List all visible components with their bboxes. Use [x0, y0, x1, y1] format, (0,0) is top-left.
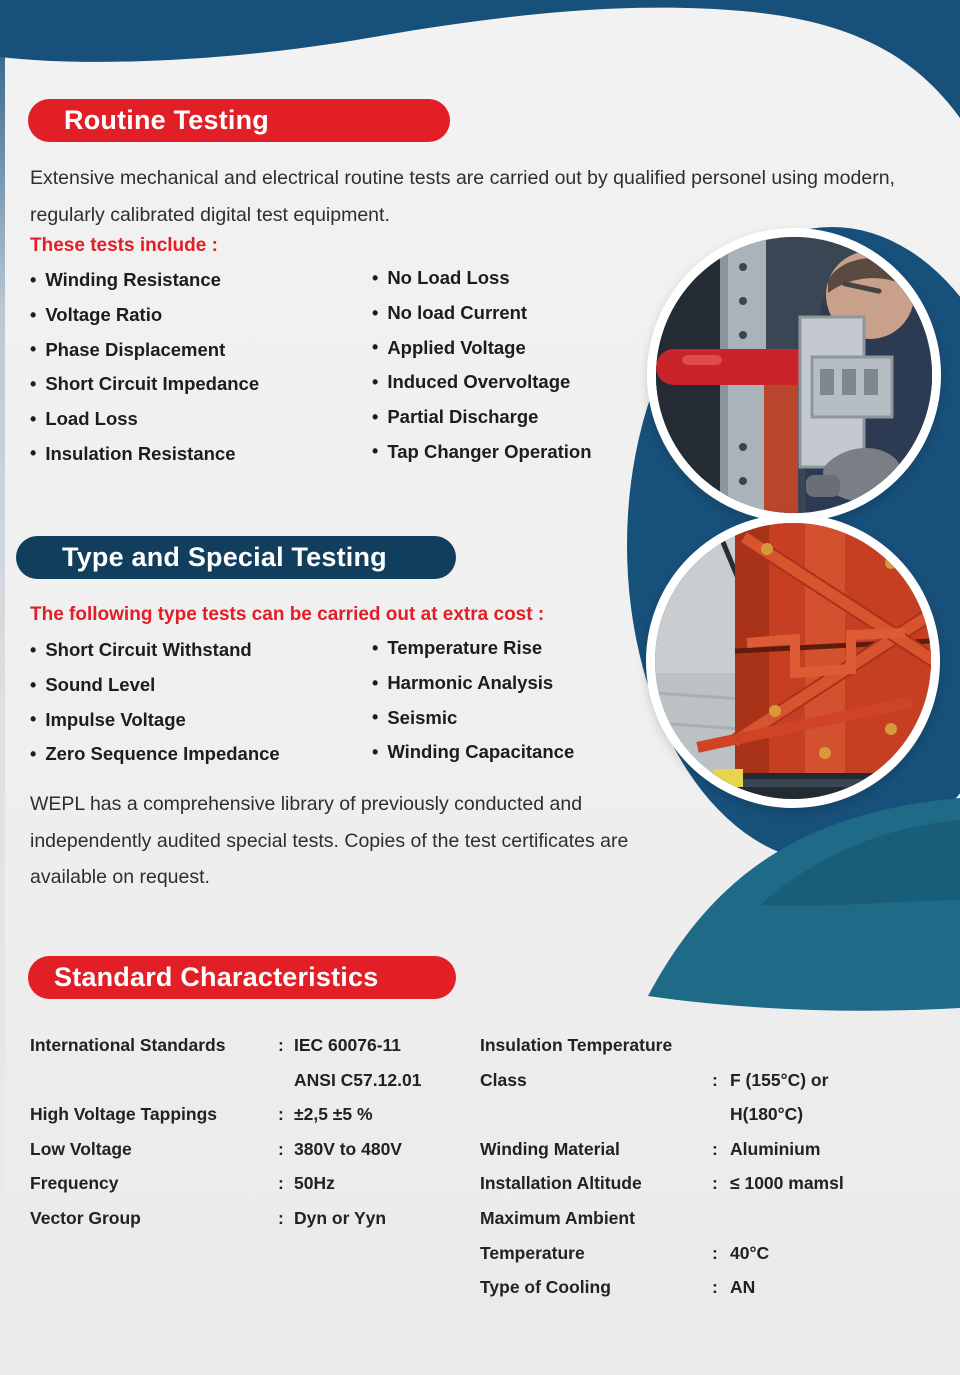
list-item — [30, 298, 259, 333]
bullet-icon: • — [30, 743, 37, 764]
spec-value: AN — [730, 1277, 756, 1298]
list-item — [372, 296, 592, 331]
spec-value: 50Hz — [294, 1173, 335, 1194]
spec-value: IEC 60076-11 — [294, 1035, 402, 1055]
list-item — [30, 332, 259, 367]
spec-label — [30, 1063, 278, 1098]
spec-value — [730, 1028, 960, 1063]
type-special-testing-heading — [16, 536, 456, 579]
spec-colon: : — [712, 1277, 718, 1298]
spec-value: 40°C — [730, 1242, 770, 1263]
list-item-label: Induced Overvoltage — [387, 371, 571, 393]
list-item-label: Partial Discharge — [387, 406, 539, 428]
spec-label: Temperature — [480, 1242, 585, 1263]
left-edge-accent — [0, 48, 5, 1238]
bullet-icon: • — [30, 674, 37, 695]
bullet-icon: • — [372, 441, 379, 462]
bullet-icon: • — [30, 709, 37, 730]
routine-intro-paragraph: Extensive mechanical and electrical routine tests are carried out by qualified personel using modern, regularly calibrated digital test equipment. — [30, 167, 895, 226]
spec-value: ±2,5 ±5 % — [294, 1104, 373, 1125]
bullet-icon: • — [372, 267, 379, 288]
spec-colon: : — [278, 1035, 284, 1055]
spec-value: F (155°C) or — [730, 1069, 829, 1090]
bullet-icon: • — [30, 443, 37, 464]
routine-testing-heading — [28, 99, 450, 142]
list-item — [30, 668, 280, 703]
type-special-lead-text: The following type tests can be carried out at extra cost : — [30, 604, 545, 625]
spec-label: Maximum Ambient — [480, 1207, 635, 1228]
spec-table-left — [30, 1028, 494, 1236]
spec-colon: : — [278, 1138, 284, 1159]
list-item — [30, 702, 280, 737]
list-item-label: Winding Resistance — [45, 269, 221, 291]
spec-value: ANSI C57.12.01 — [294, 1069, 422, 1090]
list-item-label: Winding Capacitance — [387, 741, 575, 763]
bullet-icon: • — [372, 302, 379, 323]
bullet-icon: • — [30, 269, 37, 290]
transformer-photo-art — [655, 523, 931, 799]
list-item — [30, 263, 259, 298]
spec-label: Winding Material — [480, 1138, 620, 1159]
list-item-label: Load Loss — [45, 408, 138, 430]
routine-tests-list-right — [372, 261, 592, 469]
spec-colon — [712, 1201, 730, 1236]
list-item — [372, 666, 574, 701]
list-item — [372, 735, 574, 770]
list-item — [372, 330, 592, 365]
spec-colon — [278, 1063, 294, 1098]
list-item — [30, 402, 259, 437]
list-item-label: No load Current — [387, 302, 528, 324]
list-item-label: Impulse Voltage — [45, 708, 186, 730]
type-tests-list-left — [30, 633, 280, 772]
spec-colon: : — [712, 1173, 718, 1194]
bullet-icon: • — [30, 408, 37, 429]
list-item-label: Voltage Ratio — [45, 304, 163, 326]
spec-colon: : — [712, 1242, 718, 1263]
type-special-testing-title: Type and Special Testing — [62, 542, 387, 572]
list-item-label: Sound Level — [45, 674, 156, 696]
spec-label — [480, 1097, 712, 1132]
spec-label: Frequency — [30, 1173, 119, 1194]
spec-value: Aluminium — [730, 1138, 821, 1159]
spec-label: Class — [480, 1069, 527, 1090]
list-item-label: No Load Loss — [387, 267, 510, 289]
spec-label: Insulation Temperature — [480, 1035, 673, 1055]
list-item-label: Seismic — [387, 706, 458, 728]
list-item-label: Zero Sequence Impedance — [45, 743, 280, 765]
spec-colon — [712, 1097, 730, 1132]
standard-characteristics-title: Standard Characteristics — [54, 962, 379, 992]
bullet-icon: • — [30, 639, 37, 660]
bullet-icon: • — [372, 406, 379, 427]
spec-label: High Voltage Tappings — [30, 1104, 217, 1125]
wepl-note-paragraph: WEPL has a comprehensive library of previously conducted and independently audited special tests. Copies of the test certificates are available on request. — [30, 793, 629, 888]
spec-colon — [712, 1028, 730, 1063]
bullet-icon: • — [372, 707, 379, 728]
list-item — [30, 633, 280, 668]
spec-colon: : — [278, 1207, 284, 1228]
bullet-icon: • — [372, 371, 379, 392]
bullet-icon: • — [372, 741, 379, 762]
spec-label: International Standards — [30, 1035, 226, 1055]
bullet-icon: • — [30, 373, 37, 394]
bullet-icon: • — [30, 304, 37, 325]
technician-photo — [647, 228, 941, 522]
bullet-icon: • — [372, 637, 379, 658]
list-item — [30, 367, 259, 402]
list-item-label: Short Circuit Withstand — [45, 639, 252, 661]
spec-label: Type of Cooling — [480, 1277, 611, 1298]
standard-characteristics-heading — [28, 956, 456, 999]
spec-value — [730, 1201, 960, 1236]
list-item — [372, 365, 592, 400]
list-item — [372, 261, 592, 296]
spec-value: Dyn or Yyn — [294, 1207, 387, 1228]
list-item-label: Phase Displacement — [45, 338, 226, 360]
bullet-icon: • — [372, 672, 379, 693]
list-item — [30, 436, 259, 471]
bullet-icon: • — [372, 337, 379, 358]
list-item-label: Insulation Resistance — [45, 442, 236, 464]
list-item — [372, 434, 592, 469]
routine-tests-list-left — [30, 263, 259, 471]
spec-label: Low Voltage — [30, 1138, 132, 1159]
bullet-icon: • — [30, 339, 37, 360]
list-item-label: Short Circuit Impedance — [45, 373, 260, 395]
spec-colon: : — [712, 1069, 718, 1090]
spec-label: Vector Group — [30, 1207, 141, 1228]
routine-testing-title: Routine Testing — [64, 105, 269, 135]
list-item-label: Tap Changer Operation — [387, 440, 592, 462]
spec-value: ≤ 1000 mamsl — [730, 1173, 844, 1194]
transformer-photo — [646, 514, 940, 808]
list-item — [372, 631, 574, 666]
spec-value: 380V to 480V — [294, 1138, 402, 1159]
list-item — [372, 400, 592, 435]
type-tests-list-right — [372, 631, 574, 770]
list-item-label: Harmonic Analysis — [387, 672, 554, 694]
spec-table-right — [480, 1028, 960, 1305]
list-item — [30, 737, 280, 772]
list-item — [372, 700, 574, 735]
spec-label: Installation Altitude — [480, 1173, 642, 1194]
spec-colon: : — [278, 1173, 284, 1194]
spec-colon: : — [712, 1138, 718, 1159]
list-item-label: Temperature Rise — [387, 637, 543, 659]
list-item-label: Applied Voltage — [387, 336, 526, 358]
spec-colon: : — [278, 1104, 284, 1125]
spec-value: H(180°C) — [730, 1104, 804, 1125]
technician-photo-art — [656, 237, 932, 513]
routine-lead-text: These tests include : — [30, 235, 218, 256]
